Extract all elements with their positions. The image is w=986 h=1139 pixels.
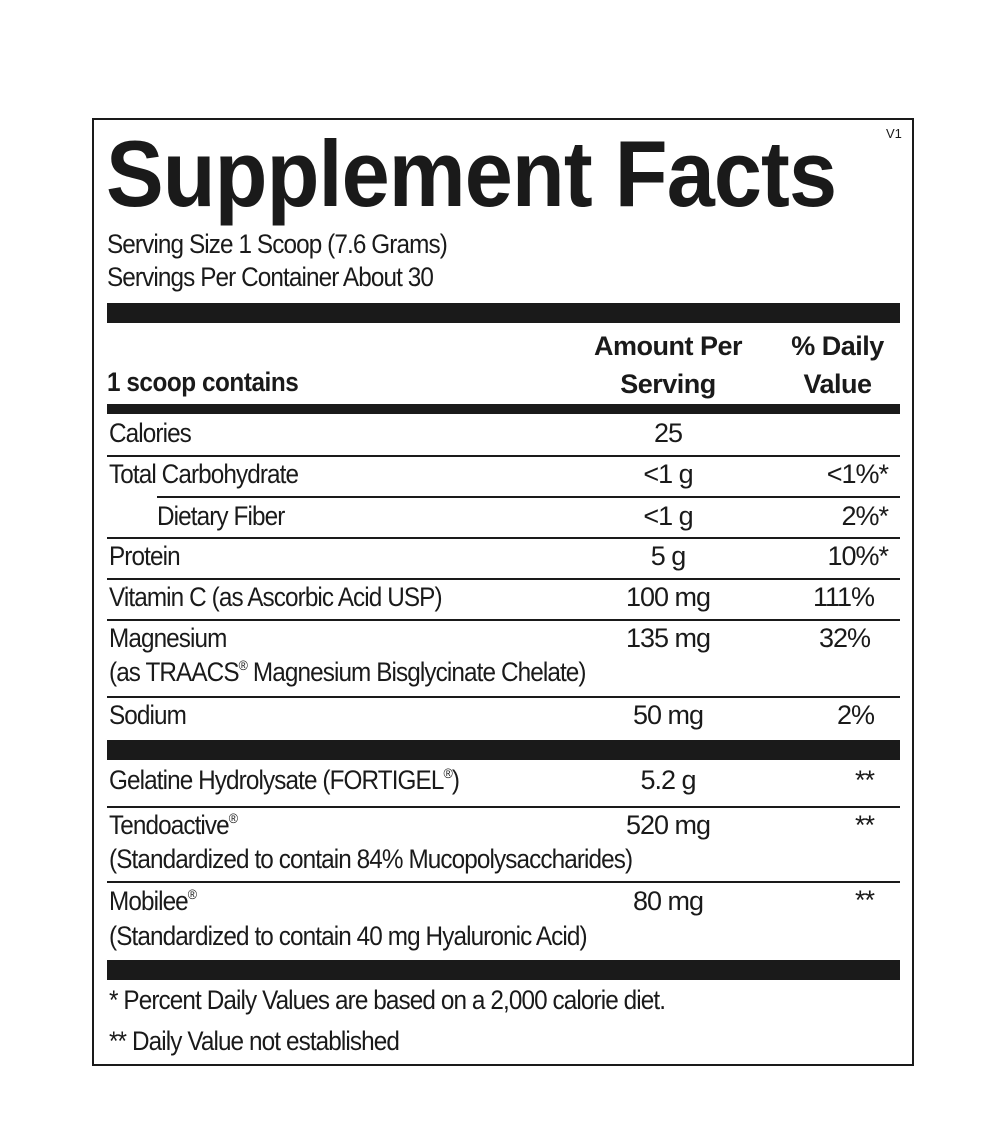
row-dv: ** xyxy=(854,885,874,915)
label-title: Supplement Facts xyxy=(106,121,837,226)
row-amount: <1 g xyxy=(643,459,693,489)
footnote-dv: * Percent Daily Values are based on a 2,000 calorie diet. xyxy=(109,985,666,1015)
row-name: Tendoactive® xyxy=(109,810,238,840)
row-dv: 2% xyxy=(836,700,874,730)
divider xyxy=(157,496,900,498)
row-amount: 5.2 g xyxy=(640,765,696,795)
servings-per-container: Servings Per Container About 30 xyxy=(107,262,434,292)
dv-header-1: % Daily xyxy=(791,331,884,361)
row-name: Calories xyxy=(109,418,191,448)
row-amount: <1 g xyxy=(643,501,693,531)
version-mark: V1 xyxy=(886,126,902,141)
dv-header xyxy=(770,327,905,403)
dv-header-2: Value xyxy=(803,369,872,399)
divider xyxy=(107,696,900,698)
amount-header-2: Serving xyxy=(620,369,716,399)
row-amount: 100 mg xyxy=(625,582,711,612)
divider xyxy=(107,537,900,539)
row-dv: 2%* xyxy=(841,501,888,531)
row-dv: ** xyxy=(854,810,874,840)
divider-thick xyxy=(107,303,900,323)
divider-medium xyxy=(107,404,900,414)
row-amount: 25 xyxy=(653,418,683,448)
row-amount: 50 mg xyxy=(632,700,704,730)
row-name: Total Carbohydrate xyxy=(109,459,299,489)
row-name: Magnesium xyxy=(109,623,227,653)
row-amount: 135 mg xyxy=(625,623,711,653)
divider xyxy=(107,881,900,883)
contains-header: 1 scoop contains xyxy=(107,367,299,397)
amount-header xyxy=(588,327,748,403)
row-name: Protein xyxy=(109,541,180,571)
row-subtext: (as TRAACS® Magnesium Bisglycinate Chelate) xyxy=(109,657,586,687)
row-dv: 111% xyxy=(812,582,874,612)
row-name: Vitamin C (as Ascorbic Acid USP) xyxy=(109,582,442,612)
row-name: Gelatine Hydrolysate (FORTIGEL®) xyxy=(109,765,460,795)
row-name: Dietary Fiber xyxy=(157,501,285,531)
row-name: Sodium xyxy=(109,700,186,730)
amount-header-1: Amount Per xyxy=(593,331,742,361)
row-amount: 520 mg xyxy=(625,810,711,840)
divider xyxy=(107,455,900,457)
row-subtext: (Standardized to contain 40 mg Hyaluronic Acid) xyxy=(109,921,587,951)
divider-thick xyxy=(107,740,900,760)
footnote-not-established: ** Daily Value not established xyxy=(109,1026,399,1056)
row-dv: 10%* xyxy=(827,541,888,571)
row-dv: ** xyxy=(854,765,874,795)
row-dv: 32% xyxy=(818,623,870,653)
row-amount: 5 g xyxy=(650,541,686,571)
divider xyxy=(107,619,900,621)
row-name: Mobilee® xyxy=(109,886,197,916)
divider xyxy=(107,806,900,808)
row-amount: 80 mg xyxy=(632,886,704,916)
row-subtext: (Standardized to contain 84% Mucopolysaccharides) xyxy=(109,844,633,874)
serving-size: Serving Size 1 Scoop (7.6 Grams) xyxy=(107,229,447,259)
row-dv: <1%* xyxy=(826,459,888,489)
divider-thick xyxy=(107,960,900,980)
divider xyxy=(107,578,900,580)
